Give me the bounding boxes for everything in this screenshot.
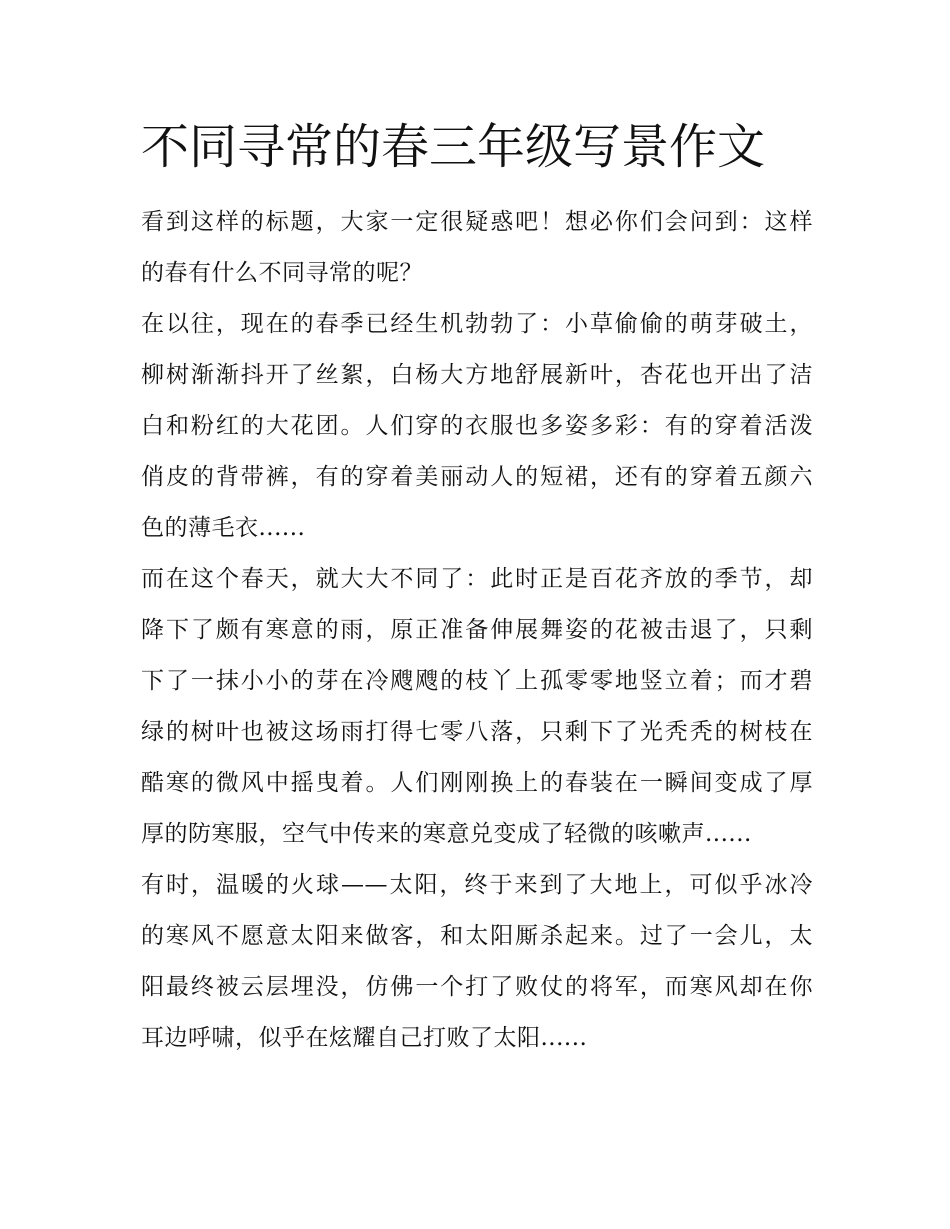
paragraph-line: 在以往，现在的春季已经生机勃勃了：小草偷偷的萌芽破土， [141, 311, 813, 337]
paragraph-1 [141, 197, 813, 299]
paragraph-line: 有时，温暖的火球——太阳，终于来到了大地上，可似乎冰冷 [141, 872, 813, 898]
paragraph-line: 下了一抹小小的芽在冷飕飕的枝丫上孤零零地竖立着；而才碧 [141, 668, 813, 694]
paragraph-line: 色的薄毛衣...... [141, 515, 306, 541]
paragraph-line: 柳树渐渐抖开了丝絮，白杨大方地舒展新叶，杏花也开出了洁 [141, 362, 813, 388]
paragraph-line: 看到这样的标题，大家一定很疑惑吧！想必你们会问到：这样 [141, 209, 813, 235]
paragraph-line: 而在这个春天，就大大不同了：此时正是百花齐放的季节，却 [141, 566, 813, 592]
paragraph-2 [141, 299, 813, 554]
paragraph-line: 厚的防寒服，空气中传来的寒意兑变成了轻微的咳嗽声...... [141, 821, 752, 847]
paragraph-line: 的春有什么不同寻常的呢？ [141, 260, 423, 286]
paragraph-line: 阳最终被云层埋没，仿佛一个打了败仗的将军，而寒风却在你 [141, 974, 813, 1000]
paragraph-line: 的寒风不愿意太阳来做客，和太阳厮杀起来。过了一会儿，太 [141, 923, 813, 949]
paragraph-line: 白和粉红的大花团。人们穿的衣服也多姿多彩：有的穿着活泼 [141, 413, 813, 439]
paragraph-line: 绿的树叶也被这场雨打得七零八落，只剩下了光秃秃的树枝在 [141, 719, 813, 745]
paragraph-line: 耳边呼啸，似乎在炫耀自己打败了太阳...... [141, 1025, 588, 1051]
paragraph-line: 降下了颇有寒意的雨，原正准备伸展舞姿的花被击退了，只剩 [141, 617, 813, 643]
document-body [141, 197, 813, 1064]
paragraph-3 [141, 554, 813, 860]
document-title: 不同寻常的春三年级写景作文 [141, 119, 766, 175]
paragraph-line: 俏皮的背带裤，有的穿着美丽动人的短裙，还有的穿着五颜六 [141, 464, 813, 490]
paragraph-4 [141, 860, 813, 1064]
paragraph-line: 酷寒的微风中摇曳着。人们刚刚换上的春装在一瞬间变成了厚 [141, 770, 813, 796]
